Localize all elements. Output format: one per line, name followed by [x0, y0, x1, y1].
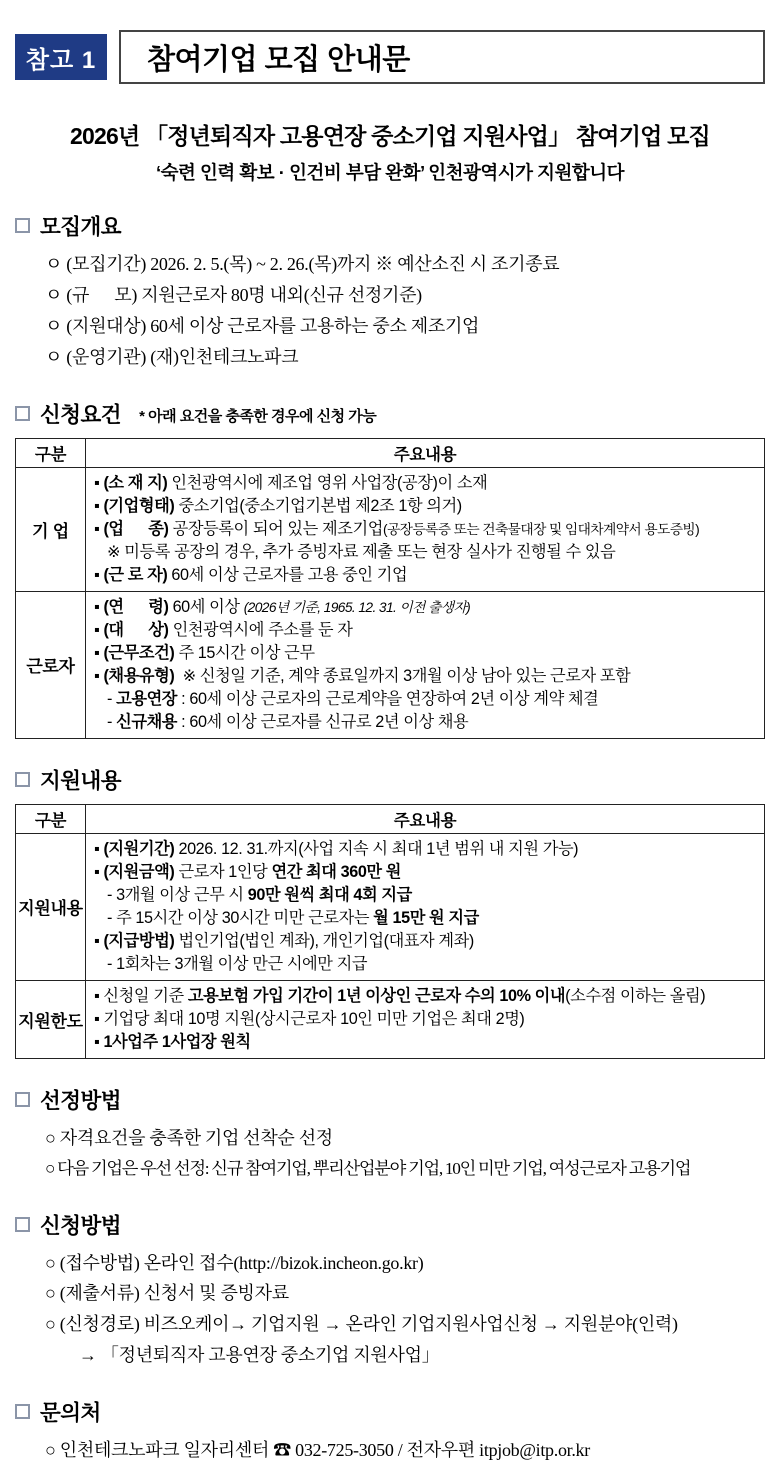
- table-row-support-limit: [16, 980, 765, 1058]
- section-square-icon: [15, 1092, 30, 1107]
- text-line: [94, 619, 756, 642]
- section-support: [15, 764, 765, 1059]
- row-content-worker: [86, 591, 765, 738]
- row-content-support-detail: [86, 833, 765, 980]
- text-segment: 60세 이상: [168, 597, 244, 616]
- table-row-worker: [16, 591, 765, 738]
- text-segment: ※ 미등록 공장의 경우, 추가 증빙자료 제출 또는 현장 실사가 진행될 수 있음: [107, 542, 616, 561]
- text-segment: 월 15만 원 지급: [373, 908, 479, 927]
- text-segment: 주 15시간 이상 근무: [174, 643, 315, 662]
- text-segment: 60세 이상 근로자를 고용 중인 기업: [167, 565, 408, 584]
- text-line: [94, 472, 756, 495]
- column-header-content: 주요내용: [86, 804, 765, 833]
- text-segment: (소 재 지): [103, 473, 168, 492]
- text-segment: (대 상): [103, 620, 169, 639]
- text-line: [45, 1248, 765, 1279]
- text-segment: 032-725-3050 / 전자우편 itpjob@itp.or.kr: [290, 1440, 590, 1461]
- text-line: [45, 311, 765, 342]
- table-header-row: [16, 804, 765, 833]
- row-label-support-detail: 지원내용: [16, 833, 86, 980]
- section-square-icon: [15, 1217, 30, 1232]
- text-segment: ○ (신청경로) 비즈오케이→ 기업지원 → 온라인 기업지원사업신청 → 지원분야(인력): [45, 1314, 678, 1335]
- text-segment: 근로자 1인당: [174, 862, 272, 881]
- overview-heading-label: 모집개요: [40, 215, 122, 239]
- text-line: [94, 861, 756, 884]
- text-segment: (소수점 이하는 올림): [565, 986, 706, 1005]
- text-segment: ○ 자격요건을 충족한 기업 선착순 선정: [45, 1127, 333, 1148]
- table-header-row: [16, 438, 765, 467]
- text-line: [94, 518, 756, 541]
- column-header-gubun: 구분: [16, 438, 86, 467]
- selection-heading-label: 선정방법: [40, 1088, 122, 1113]
- title-block: [15, 118, 765, 185]
- text-line: [94, 642, 756, 665]
- contact-list: [15, 1435, 765, 1466]
- text-segment: (근 로 자): [103, 565, 168, 584]
- text-segment: ▪: [94, 620, 104, 639]
- text-segment: (채용유형): [103, 666, 175, 685]
- text-segment: 2026. 12. 31.까지(사업 지속 시 최대 1년 범위 내 지원 가능): [174, 839, 579, 858]
- text-line: [94, 838, 756, 861]
- text-line: [94, 564, 756, 587]
- text-segment: : 60세 이상 근로자를 신규로 2년 이상 채용: [177, 712, 469, 731]
- support-heading: [15, 764, 765, 795]
- text-segment: ○ (접수방법) 온라인 접수(http://bizok.incheon.go.kr): [45, 1252, 424, 1273]
- text-segment: 공장등록이 되어 있는 제조기업: [168, 519, 383, 538]
- text-segment: ※ 신청일 기준, 계약 종료일까지 3개월 이상 남아 있는 근로자 포함: [174, 666, 631, 685]
- text-line: [45, 1123, 765, 1154]
- text-segment: ▪: [94, 931, 104, 950]
- text-segment: ▪ 기업당 최대 10명 지원(상시근로자 10인 미만 기업은 최대 2명): [94, 1009, 525, 1028]
- text-segment: (업 종): [103, 519, 169, 538]
- section-square-icon: [15, 406, 30, 421]
- text-line: [45, 1435, 765, 1466]
- text-line: [45, 249, 765, 280]
- text-segment: (2026년 기준, 1965. 12. 31. 이전 출생자): [243, 599, 471, 615]
- column-header-gubun: 구분: [16, 804, 86, 833]
- text-segment: ○ 다음 기업은 우선 선정: 신규 참여기업, 뿌리산업분야 기업, 10인 미만 기업, 여성근로자 고용기업: [45, 1158, 691, 1178]
- text-segment: ▪: [94, 496, 104, 515]
- overview-list: [15, 249, 765, 373]
- support-heading-label: 지원내용: [40, 768, 122, 793]
- overview-heading: [15, 210, 765, 241]
- row-label-support-limit: 지원한도: [16, 980, 86, 1058]
- text-segment: ㅇ (모집기간) 2026. 2. 5.(목) ~ 2. 26.(목)까지 ※ 예산소진 시 조기종료: [45, 254, 560, 274]
- text-line: [94, 907, 756, 930]
- text-segment: ○ (제출서류) 신청서 및 증빙자료: [45, 1283, 289, 1304]
- column-header-content: 주요내용: [86, 438, 765, 467]
- text-segment: ▪ 신청일 기준: [94, 986, 188, 1005]
- text-segment: 연간 최대 360만 원: [271, 862, 401, 881]
- text-segment: : 60세 이상 근로자의 근로계약을 연장하여 2년 이상 계약 체결: [177, 689, 599, 708]
- apply-list: [15, 1248, 765, 1372]
- apply-heading: [15, 1209, 765, 1240]
- selection-list: [15, 1123, 765, 1184]
- text-line: [94, 665, 756, 688]
- text-segment: (기업형태): [103, 496, 175, 515]
- table-row-support-detail: [16, 833, 765, 980]
- text-segment: - 3개월 이상 근무 시: [107, 885, 248, 904]
- text-segment: ㅇ (규 모) 지원근로자 80명 내외(신규 선정기준): [45, 284, 422, 305]
- text-segment: ▪: [94, 519, 104, 538]
- contact-heading: [15, 1396, 765, 1427]
- text-segment: (지원기간): [103, 839, 175, 858]
- row-label-company: 기 업: [16, 467, 86, 591]
- text-segment: - 1회차는 3개월 이상 만근 시에만 지급: [107, 954, 368, 973]
- text-segment: ㅇ (운영기관) (재)인천테크노파크: [45, 346, 299, 367]
- text-segment: 인천광역시에 제조업 영위 사업장(공장)이 소재: [167, 473, 488, 492]
- text-segment: (공장등록증 또는 건축물대장 및 임대차계약서 용도증빙): [382, 521, 700, 537]
- text-segment: ▪: [94, 862, 104, 881]
- text-line: [94, 1008, 756, 1031]
- text-segment: 법인기업(법인 계좌), 개인기업(대표자 계좌): [174, 931, 474, 950]
- text-segment: 고용연장: [116, 689, 178, 708]
- section-square-icon: [15, 772, 30, 787]
- text-segment: 중소기업(중소기업기본법 제2조 1항 의거): [174, 496, 462, 515]
- text-segment: ▪: [94, 1032, 104, 1051]
- text-line: [94, 884, 756, 907]
- text-segment: (근무조건): [103, 643, 175, 662]
- text-segment: 90만 원씩 최대 4회 지급: [247, 885, 412, 904]
- text-segment: (지원금액): [103, 862, 175, 881]
- text-segment: -: [107, 712, 117, 731]
- text-segment: 고용보험 가입 기간이 1년 이상인 근로자 수의 10% 이내: [187, 986, 566, 1005]
- document-subtitle: ‘숙련 인력 확보 · 인건비 부담 완화’ 인천광역시가 지원합니다: [156, 162, 624, 183]
- text-line: [94, 711, 756, 734]
- section-square-icon: [15, 218, 30, 233]
- section-overview: [15, 210, 765, 373]
- contact-heading-label: 문의처: [40, 1401, 101, 1426]
- text-line: [94, 930, 756, 953]
- section-contact: [15, 1396, 765, 1466]
- text-line: [45, 1154, 765, 1184]
- document-header: [15, 30, 765, 84]
- text-segment: ▪: [94, 839, 104, 858]
- row-label-worker: 근로자: [16, 591, 86, 738]
- text-line: [94, 495, 756, 518]
- phone-icon: ☎: [273, 1440, 291, 1461]
- text-segment: -: [107, 689, 117, 708]
- text-segment: 인천광역시에 주소를 둔 자: [168, 620, 353, 639]
- row-content-support-limit: [86, 980, 765, 1058]
- text-line: [94, 596, 756, 619]
- text-segment: ▪: [94, 643, 104, 662]
- text-line: [45, 342, 765, 373]
- text-segment: ▪: [94, 473, 104, 492]
- text-segment: → 「정년퇴직자 고용연장 중소기업 지원사업」: [79, 1345, 440, 1366]
- section-requirements: [15, 398, 765, 739]
- banner-title-box: [119, 30, 765, 84]
- text-segment: 1사업주 1사업장 원칙: [103, 1032, 251, 1051]
- text-line: [94, 688, 756, 711]
- apply-heading-label: 신청방법: [40, 1213, 122, 1238]
- table-row-company: [16, 467, 765, 591]
- requirements-table: [15, 438, 765, 739]
- text-line: [45, 1309, 765, 1340]
- requirements-heading-label: 신청요건: [40, 402, 122, 427]
- text-segment: ㅇ (지원대상) 60세 이상 근로자를 고용하는 중소 제조기업: [45, 315, 480, 336]
- row-content-company: [86, 467, 765, 591]
- section-selection: [15, 1084, 765, 1184]
- text-segment: ▪: [94, 597, 104, 616]
- banner-title: 참여기업 모집 안내문: [147, 43, 410, 76]
- requirements-heading: [15, 398, 765, 429]
- text-segment: ○ 인천테크노파크 일자리센터: [45, 1440, 274, 1461]
- text-line: [45, 280, 765, 311]
- requirements-note: * 아래 요건을 충족한 경우에 신청 가능: [139, 407, 377, 425]
- support-table: [15, 804, 765, 1059]
- text-segment: ▪: [94, 565, 104, 584]
- document-title: 2026년 「정년퇴직자 고용연장 중소기업 지원사업」 참여기업 모집: [70, 123, 710, 149]
- text-line: [94, 541, 756, 564]
- text-segment: (연 령): [103, 597, 169, 616]
- selection-heading: [15, 1084, 765, 1115]
- text-line: [94, 1031, 756, 1054]
- text-line: [45, 1278, 765, 1309]
- section-apply: [15, 1209, 765, 1372]
- section-square-icon: [15, 1404, 30, 1419]
- text-segment: ▪: [94, 666, 104, 685]
- text-line: [45, 1340, 765, 1371]
- text-segment: 신규채용: [116, 712, 178, 731]
- text-line: [94, 985, 756, 1008]
- reference-badge: 참고 1: [15, 34, 107, 80]
- text-line: [94, 953, 756, 976]
- text-segment: - 주 15시간 이상 30시간 미만 근로자는: [107, 908, 374, 927]
- text-segment: (지급방법): [103, 931, 175, 950]
